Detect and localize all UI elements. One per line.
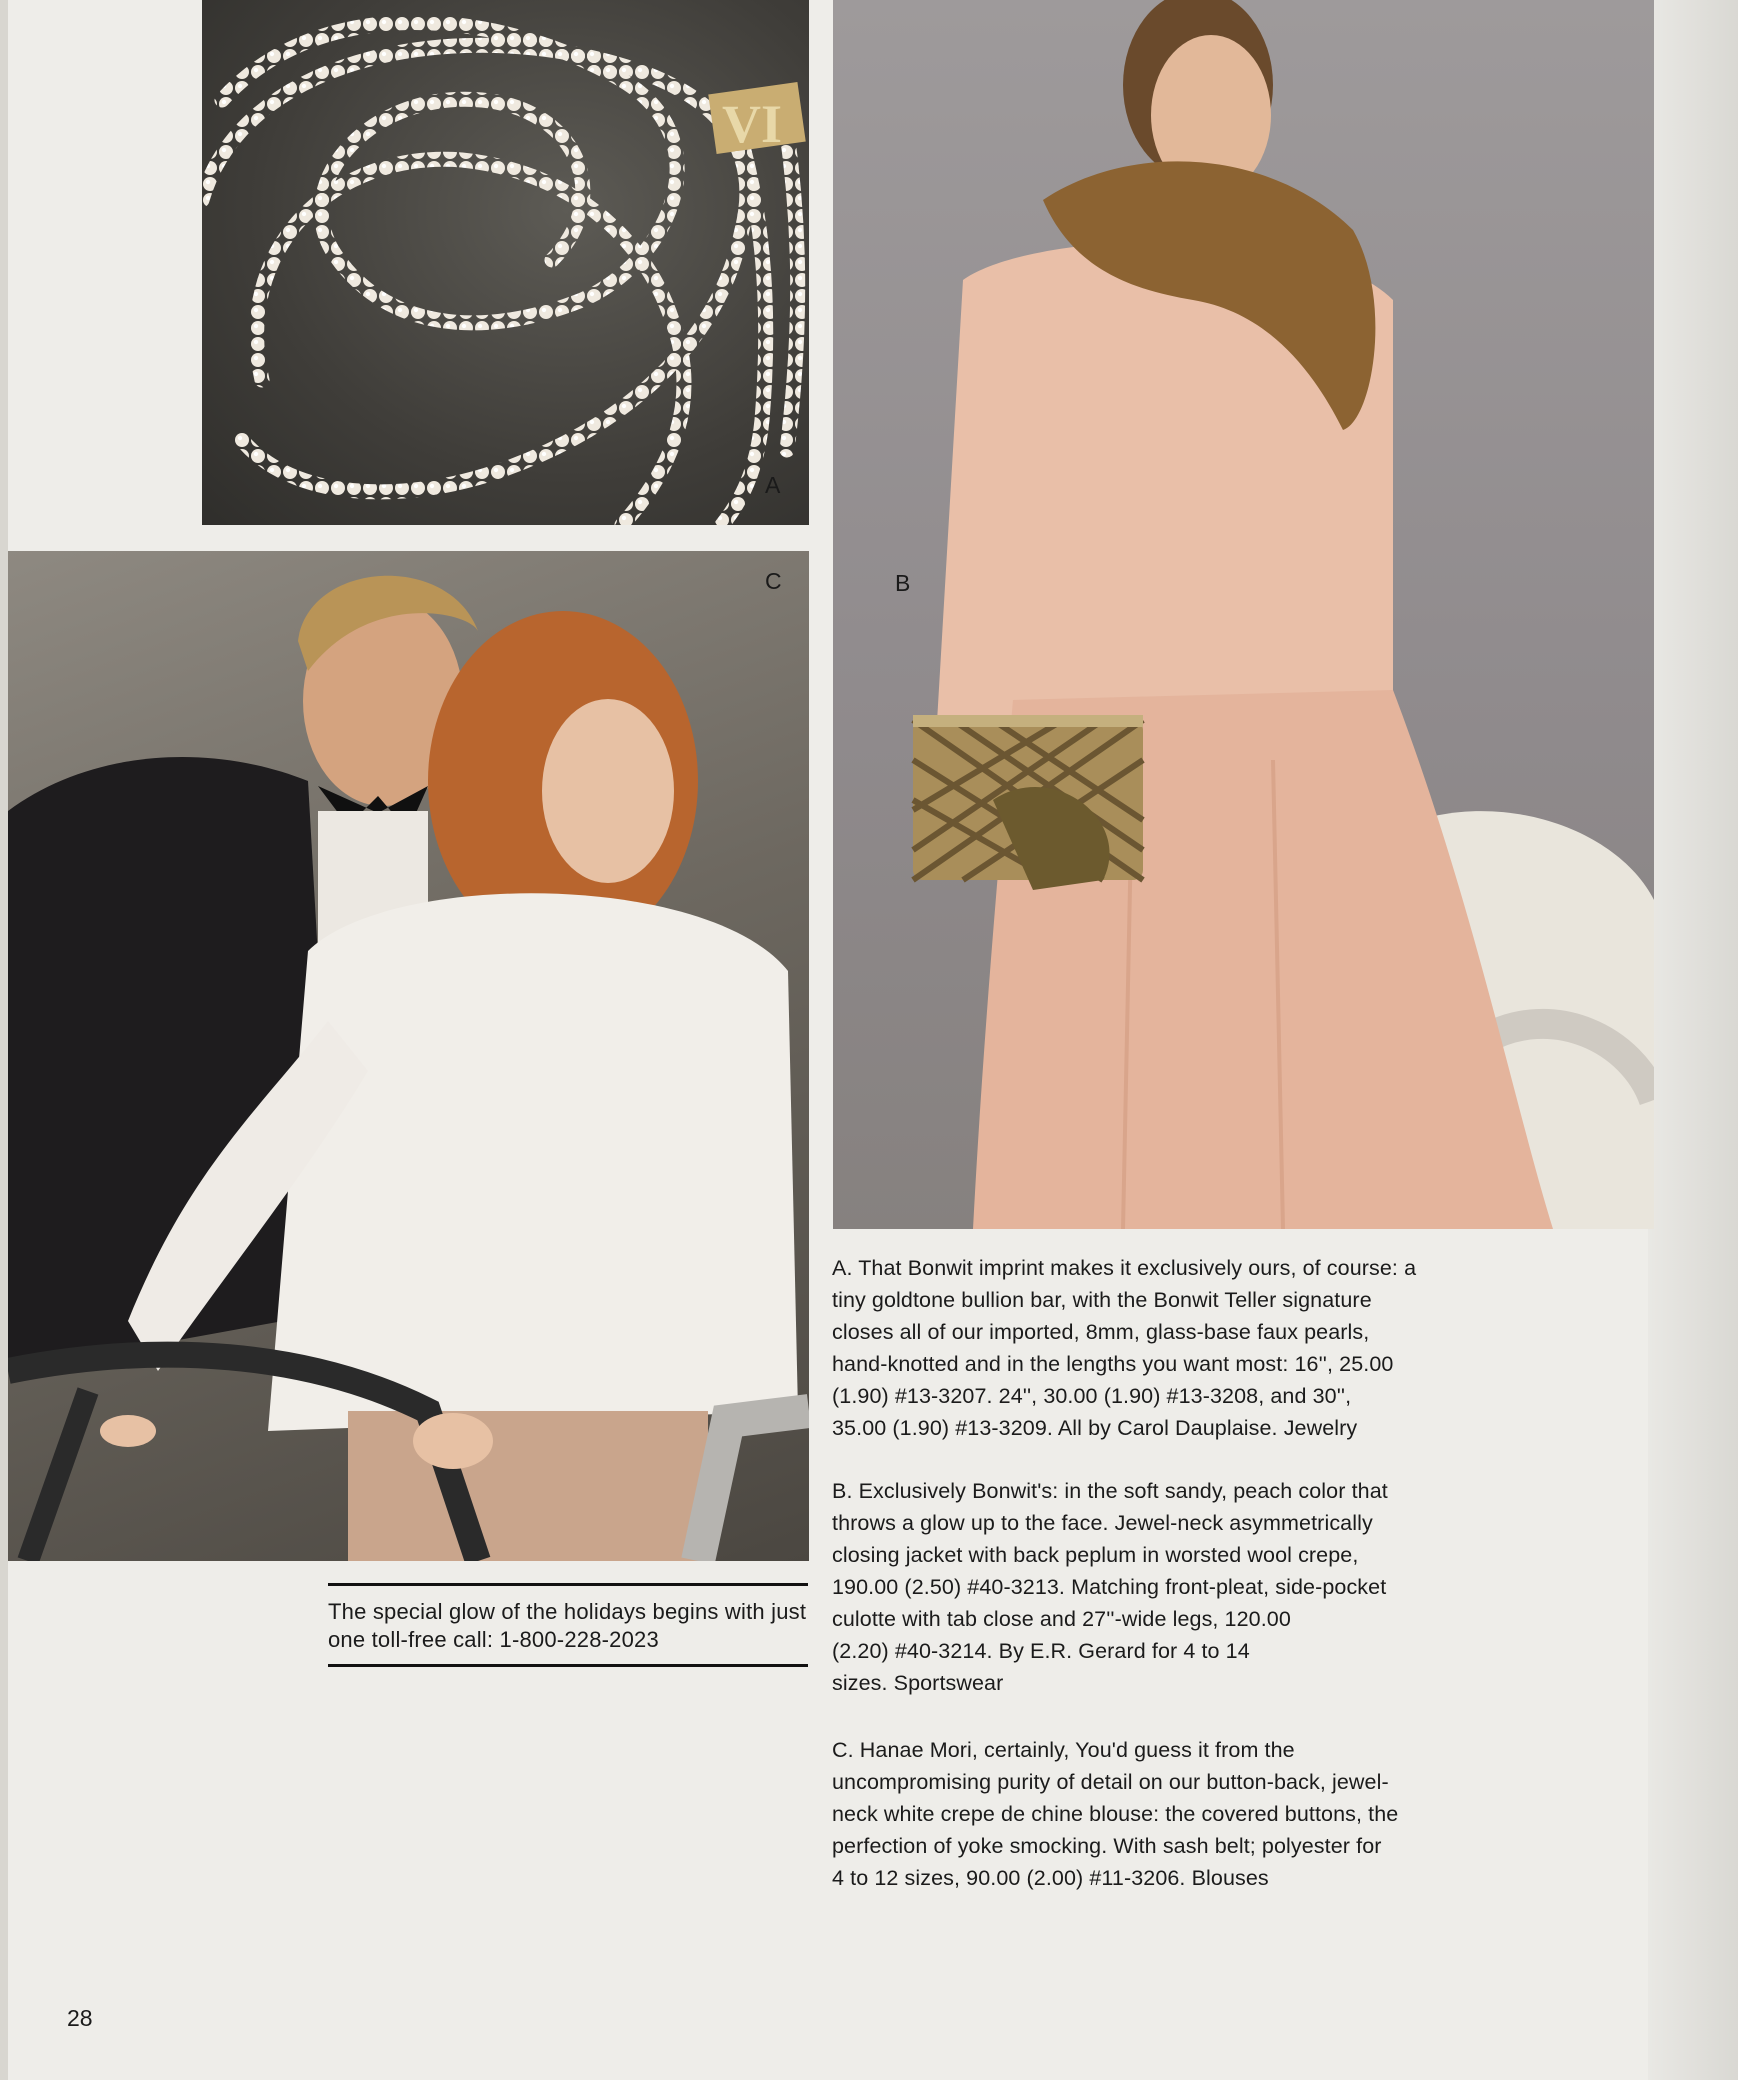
copy-a-pearls: A. That Bonwit imprint makes it exclusively ours, of course: a tiny goldtone bullion bar, with the Bonwit Teller signature closes all of our imported, 8mm, glass-base faux pearls, hand-knotted and in the lengths you want most: 16'', 25.00 (1.90) #13-3207. 24'', 30.00 (1.90) #13-3208, and 30'', 35.00 (1.90) #13-3209. All by Carol Dauplaise. Jewelry [832, 1256, 1417, 1440]
page-edge-shadow [1648, 0, 1738, 2080]
pearl-necklaces-illustration [202, 0, 809, 525]
couple-illustration [8, 551, 809, 1561]
photo-b-peach-suit [833, 0, 1654, 1229]
photo-c-couple [8, 551, 809, 1561]
page-gutter [0, 0, 8, 2080]
copy-c-blouse: C. Hanae Mori, certainly, You'd guess it from the uncompromising purity of detail on our button-back, jewel- neck white crepe de chine blouse: the covered buttons, the perfection of yoke smocking. With sash belt; polyester for 4 to 12 sizes, 90.00 (2.00) #11-3206. Blouses [832, 1738, 1399, 1890]
photo-b-label: B [895, 570, 911, 596]
page-number: 28 [67, 2005, 93, 2031]
photo-a-label: A [765, 472, 781, 498]
bullion-bar-clasp-icon [708, 82, 805, 154]
toll-free-caption [328, 1583, 808, 1667]
peach-suit-illustration [833, 0, 1654, 1229]
copy-b-sportswear: B. Exclusively Bonwit's: in the soft sandy, peach color that throws a glow up to the face. Jewel-neck asymmetrically closing jacket with back peplum in worsted wool crepe, 190.00 (2.50) #40-3213. Matching front-pleat, side-pocket culotte with tab close and 27''-wide legs, 120.00 (2.20) #40-3214. By E.R. Gerard for 4 to 14 sizes. Sportswear [832, 1479, 1388, 1695]
caption-text: The special glow of the holidays begins with just one toll-free call: 1-800-228-2023 [328, 1599, 807, 1652]
svg-text:VI: VI [722, 94, 783, 154]
photo-a-pearl-necklaces [202, 0, 809, 525]
photo-c-label: C [765, 568, 782, 594]
